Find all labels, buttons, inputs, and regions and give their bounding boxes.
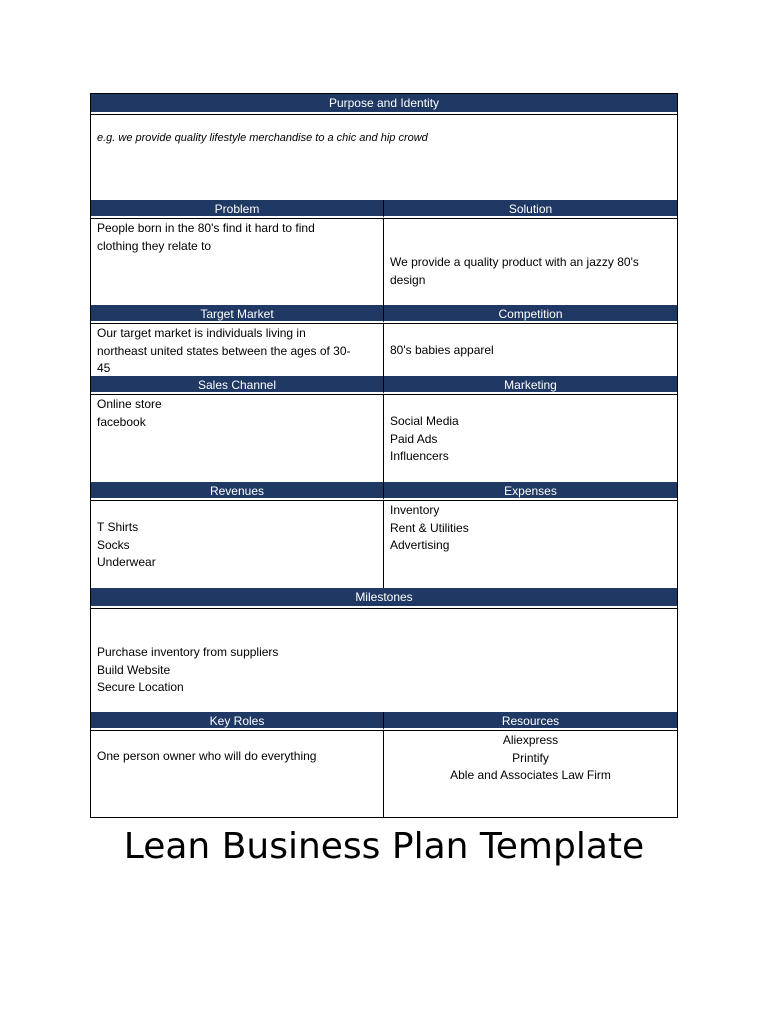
- revenues-expenses-header-row: [91, 482, 677, 500]
- competition-body: 80's babies apparel: [390, 343, 494, 357]
- sales-channel-body: Online store facebook: [91, 394, 384, 482]
- solution-header: Solution: [384, 200, 677, 218]
- marketing-body: Social Media Paid Ads Influencers: [390, 414, 459, 463]
- business-plan-table: [90, 93, 678, 818]
- target-market-body: Our target market is individuals living in northeast united states between the ages of 30- 45: [91, 323, 384, 376]
- revenues-body: T Shirts Socks Underwear: [91, 500, 384, 588]
- roles-resources-header-row: [91, 712, 677, 730]
- competition-header: Competition: [384, 305, 677, 323]
- purpose-body: e.g. we provide quality lifestyle merchandise to a chic and hip crowd: [97, 132, 428, 144]
- solution-body: We provide a quality product with an jazzy 80's design: [390, 255, 639, 287]
- sales-marketing-row: [91, 394, 677, 482]
- sales-marketing-header-row: [91, 376, 677, 394]
- problem-header: Problem: [91, 200, 384, 218]
- expenses-body: Inventory Rent & Utilities Advertising: [390, 503, 469, 552]
- key-roles-header: Key Roles: [91, 712, 384, 730]
- revenues-expenses-row: [91, 500, 677, 588]
- resources-body: Aliexpress Printify Able and Associates Law Firm: [450, 733, 611, 782]
- roles-resources-row: [91, 730, 677, 817]
- problem-body: People born in the 80's find it hard to find clothing they relate to: [91, 218, 384, 305]
- milestones-body: Purchase inventory from suppliers Build Website Secure Location: [97, 645, 279, 694]
- problem-solution-header-row: [91, 200, 677, 218]
- page-title: Lean Business Plan Template: [123, 826, 645, 867]
- target-competition-row: [91, 323, 677, 376]
- problem-solution-row: [91, 218, 677, 305]
- purpose-header: Purpose and Identity: [91, 94, 677, 114]
- resources-header: Resources: [384, 712, 677, 730]
- milestones-header: Milestones: [91, 588, 677, 608]
- target-competition-header-row: [91, 305, 677, 323]
- sales-channel-header: Sales Channel: [91, 376, 384, 394]
- revenues-header: Revenues: [91, 482, 384, 500]
- marketing-header: Marketing: [384, 376, 677, 394]
- target-market-header: Target Market: [91, 305, 384, 323]
- key-roles-body: One person owner who will do everything: [91, 730, 384, 817]
- expenses-header: Expenses: [384, 482, 677, 500]
